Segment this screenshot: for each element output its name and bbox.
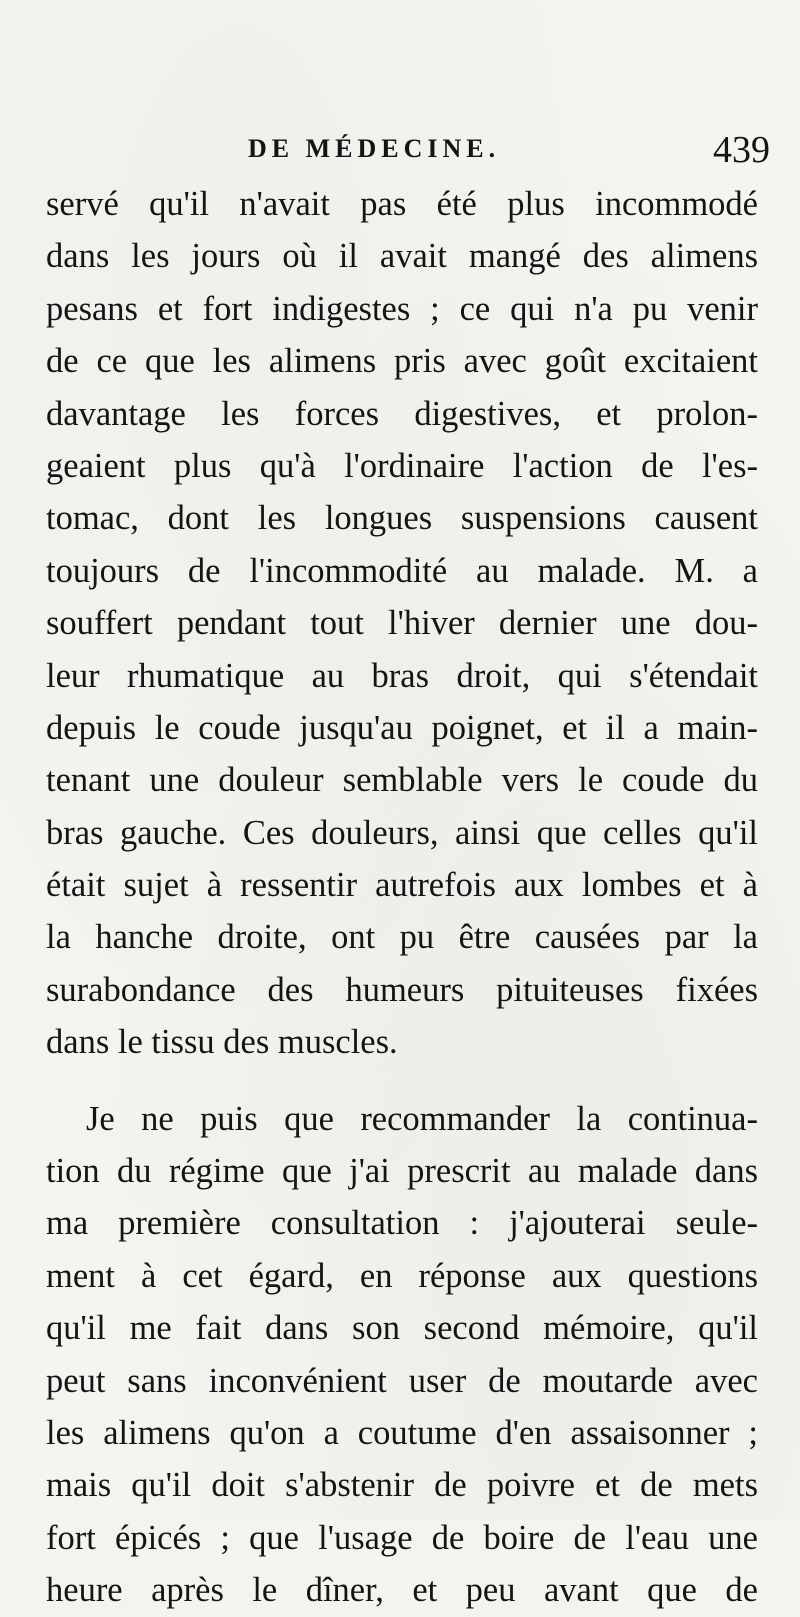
text-line: de ce que les alimens pris avec goût excitaient bbox=[46, 342, 758, 381]
text-line: la hanche droite, ont pu être causées par la bbox=[46, 918, 758, 957]
text-line: toujours de l'incommodité au malade. M. a bbox=[46, 551, 758, 590]
text-line: Je ne puis que recommander la continua- bbox=[86, 1099, 758, 1138]
page-number: 439 bbox=[713, 129, 770, 171]
text-line: peut sans inconvénient user de moutarde avec bbox=[46, 1361, 758, 1400]
text-line: ment à cet égard, en réponse aux questions bbox=[46, 1256, 758, 1295]
text-line: surabondance des humeurs pituiteuses fixées bbox=[46, 970, 758, 1009]
text-line: les alimens qu'on a coutume d'en assaisonner ; bbox=[46, 1413, 758, 1452]
text-line: servé qu'il n'avait pas été plus incommodé bbox=[46, 185, 758, 223]
paragraph-spacer bbox=[46, 1069, 758, 1093]
text-line: bras gauche. Ces douleurs, ainsi que celles qu'il bbox=[46, 813, 758, 852]
paragraph-2 bbox=[46, 1093, 758, 1617]
text-line: qu'il me fait dans son second mémoire, qu'il bbox=[46, 1309, 758, 1348]
text-line: ma première consultation : j'ajouterai seule- bbox=[46, 1204, 758, 1243]
text-line: dans les jours où il avait mangé des alimens bbox=[46, 237, 758, 276]
text-line: heure après le dîner, et peu avant que de bbox=[46, 1571, 758, 1610]
text-line: tomac, dont les longues suspensions causent bbox=[46, 499, 758, 538]
text-line: mais qu'il doit s'abstenir de poivre et de mets bbox=[46, 1466, 758, 1505]
text-line: geaient plus qu'à l'ordinaire l'action de l'es- bbox=[46, 446, 758, 485]
page-header bbox=[0, 128, 800, 172]
text-line: depuis le coude jusqu'au poignet, et il a main- bbox=[46, 708, 758, 747]
text-line: tenant une douleur semblable vers le coude du bbox=[46, 761, 758, 800]
text-line: fort épicés ; que l'usage de boire de l'eau une bbox=[46, 1518, 758, 1557]
text-line: leur rhumatique au bras droit, qui s'étendait bbox=[46, 656, 758, 695]
paragraph-1 bbox=[46, 178, 758, 1069]
body-text bbox=[46, 178, 758, 1617]
text-line: était sujet à ressentir autrefois aux lombes et à bbox=[46, 866, 758, 905]
text-line: souffert pendant tout l'hiver dernier une dou- bbox=[46, 604, 758, 643]
text-line: pesans et fort indigestes ; ce qui n'a pu venir bbox=[46, 289, 758, 328]
running-head: DE MÉDECINE. bbox=[248, 134, 501, 163]
text-line: tion du régime que j'ai prescrit au malade dans bbox=[46, 1152, 758, 1191]
text-line: dans le tissu des muscles. bbox=[46, 1023, 398, 1062]
text-line: davantage les forces digestives, et prolon- bbox=[46, 394, 758, 433]
